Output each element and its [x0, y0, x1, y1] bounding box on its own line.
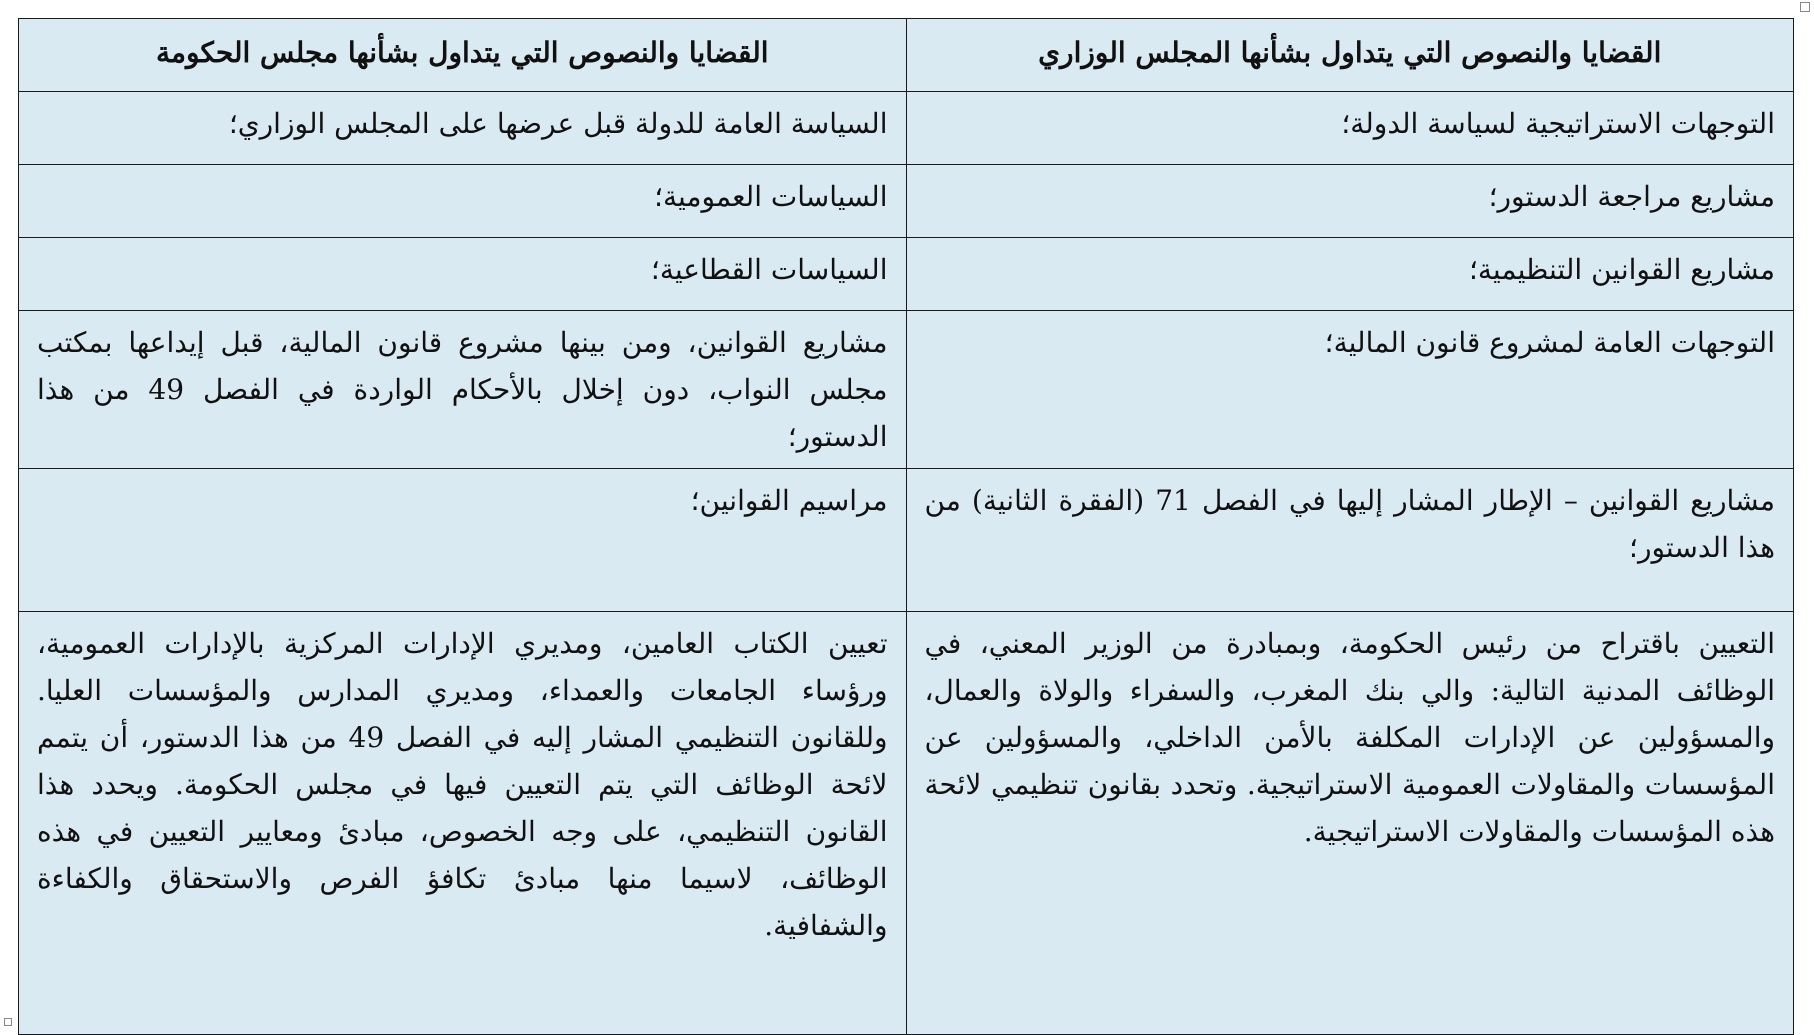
cell-government: السياسات القطاعية؛ [19, 238, 907, 311]
cell-ministerial: مشاريع مراجعة الدستور؛ [906, 165, 1794, 238]
table-row [19, 311, 1794, 469]
cell-ministerial: مشاريع القوانين التنظيمية؛ [906, 238, 1794, 311]
header-government-council: القضايا والنصوص التي يتداول بشأنها مجلس الحكومة [19, 19, 907, 92]
header-ministerial-council: القضايا والنصوص التي يتداول بشأنها المجلس الوزاري [906, 19, 1794, 92]
cell-government: السياسات العمومية؛ [19, 165, 907, 238]
table-row [19, 92, 1794, 165]
cell-government: مشاريع القوانين، ومن بينها مشروع قانون المالية، قبل إيداعها بمكتب مجلس النواب، دون إخلال بالأحكام الواردة في الفصل 49 من هذا الدستور؛ [19, 311, 907, 469]
table-row [19, 165, 1794, 238]
cell-ministerial: مشاريع القوانين – الإطار المشار إليها في الفصل 71 (الفقرة الثانية) من هذا الدستور؛ [906, 469, 1794, 612]
table-header-row [19, 19, 1794, 92]
cell-ministerial[interactable]: التوجهات العامة لمشروع قانون المالية؛ [906, 311, 1794, 469]
cell-government: مراسيم القوانين؛ [19, 469, 907, 612]
councils-comparison-table [18, 18, 1794, 1035]
table-row [19, 612, 1794, 1035]
table-resize-handle-icon[interactable] [4, 1018, 12, 1026]
cell-government: السياسة العامة للدولة قبل عرضها على المجلس الوزاري؛ [19, 92, 907, 165]
cell-ministerial: التعيين باقتراح من رئيس الحكومة، وبمبادرة من الوزير المعني، في الوظائف المدنية التالية: والي بنك المغرب، والسفراء والولاة والعمال، والمسؤولين عن الإدارات المكلفة بالأمن الداخلي، والمسؤولين عن المؤسسات والمقاولات العمومية الاستراتيجية. وتحدد بقانون تنظيمي لائحة هذه المؤسسات والمقاولات الاستراتيجية. [906, 612, 1794, 1035]
table-row [19, 238, 1794, 311]
table-row [19, 469, 1794, 612]
cell-government: تعيين الكتاب العامين، ومديري الإدارات المركزية بالإدارات العمومية، ورؤساء الجامعات والعمداء، ومديري المدارس والمؤسسات العليا. وللقانون التنظيمي المشار إليه في الفصل 49 من هذا الدستور، أن يتمم لائحة الوظائف التي يتم التعيين فيها في مجلس الحكومة. ويحدد هذا القانون التنظيمي، على وجه الخصوص، مبادئ ومعايير التعيين في هذه الوظائف، لاسيما منها مبادئ تكافؤ الفرص والاستحقاق والكفاءة والشفافية. [19, 612, 907, 1035]
table-move-handle-icon[interactable] [1800, 2, 1810, 12]
cell-ministerial: التوجهات الاستراتيجية لسياسة الدولة؛ [906, 92, 1794, 165]
